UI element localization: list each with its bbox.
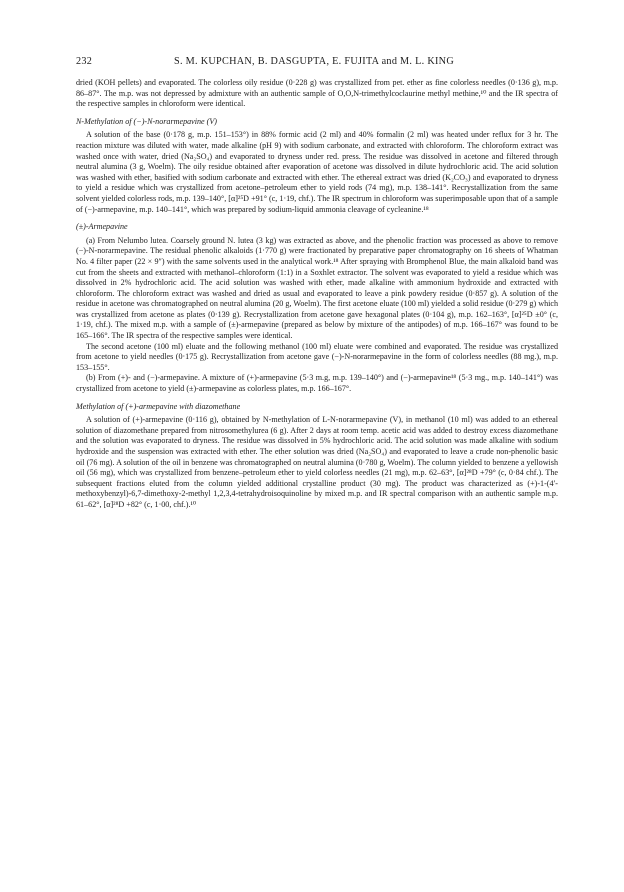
paragraph-from-antipodes: (b) From (+)- and (−)-armepavine. A mixture of (+)-armepavine (5·3 m.g, m.p. 139–140°) and (−)-armepavine¹⁸ (5·3 mg., m.p. 140–141°) was crystallized from acetone to yield (±)-armepavine as colorless plates, m.p. 166–167°. [76,373,558,394]
section-heading-n-methylation: N-Methylation of (−)-N-norarmepavine (V) [76,116,217,126]
article-body [76,78,558,511]
paragraph-n-methylation: A solution of the base (0·178 g, m.p. 151–153°) in 88% formic acid (2 ml) and 40% formalin (2 ml) was heated under reflux for 3 hr. The reaction mixture was diluted with water, made alkaline (pH 9) with sodium carbonate, and extracted with chloroform. The chloroform extract was washed once with water, dried (Na₂SO₄) and evaporated to dryness under red. press. The residue was dissolved in acetone and filtered through neutral alumina (3 g, Woelm). The oily residue obtained after evaporation of acetone was dissolved in dilute hydrochloric acid. The acid solution was washed with ether, basified with sodium carbonate and extracted with ether. The ethereal extract was dried (K₂CO₃) and evaporated to dryness to yield a residue which was crystallized from acetone–petroleum ether to yield rods (74 mg), m.p. 138–141°. Recrystallization from the same solvent yielded colorless rods, m.p. 139–140°, [α]²⁵D +91° (c, 1·19, chf.). The IR spectrum in chloroform was superimposable upon that of a sample of (−)-armepavine, m.p. 140–141°, which was prepared by sodium-liquid ammonia cleavage of cycleanine.¹⁸ [76,130,558,214]
paragraph-diazomethane: A solution of (+)-armepavine (0·116 g), obtained by N-methylation of L-N-norarmepavine (V), in methanol (10 ml) was added to an ethereal solution of diazomethane prepared from nitrosomethylurea (6 g). After 2 days at room temp. acetic acid was added to destroy excess diazomethane and the solution was evaporated to dryness. The residue was dissolved in 5% hydrochloric acid. The acid solution was made alkaline with sodium hydroxide and the suspension was extracted with ether. The ether solution was dried (Na₂SO₄) and evaporated to leave a crude non-phenolic basic oil (76 mg). A solution of the oil in benzene was chromatographed on neutral alumina (0·780 g, Woelm). The column yielded to benzene a yellowish oil (56 mg), which was crystallized from benzene–petroleum ether to yield colorless needles (21 mg), m.p. 62–63°, [α]²⁸D +79° (c, 0·84 chf.). The subsequent fractions eluted from the column yielded additional crystalline product (30 mg). The product was characterized as (+)-1-(4′-methoxybenzyl)-6,7-dimethoxy-2-methyl 1,2,3,4-tetrahydroisoquinoline by mixed m.p. and IR spectral comparison with an authentic sample m.p. 61–62°, [α]²⁸D +82° (c, 1·00, chf.).¹⁰ [76,415,558,509]
running-header [76,55,558,69]
paragraph-continued: dried (KOH pellets) and evaporated. The colorless oily residue (0·228 g) was crystallized from pet. ether as fine colorless needles (0·136 g), m.p. 86–87°. The m.p. was not depressed by admixture with an authentic sample of O,O,N-trimethylcoclaurine methyl methine,¹⁰ and the IR spectra of the respective samples in chloroform were identical. [76,78,558,109]
paragraph-from-nelumbo-lutea: (a) From Nelumbo lutea. Coarsely ground N. lutea (3 kg) was extracted as above, and the phenolic fraction was processed as above to remove (−)-N-norarmepavine. The residual phenolic alkaloids (1·770 g) were fractionated by preparative paper chromatography on 16 sheets of Whatman No. 4 filter paper (22 × 9″) with the same solvents used in the analytical work.¹⁸ After spraying with Bromphenol Blue, the main alkaloid band was cut from the sheets and extracted with methanol–chloroform (1:1) in a Soxhlet extractor. The solvent was evaporated to yield a residue which was dissolved in 2% hydrochloric acid. The acid solution was washed with ether, made alkaline with ammonium hydroxide and extracted with chloroform. The chloroform extract was washed and dried as usual and evaporated to leave a pink powdery residue (0·857 g). A solution of the residue in acetone was chromatographed on neutral alumina (20 g, Woelm). The first acetone eluate (100 ml) yielded a solid residue (0·279 g) which was crystallized from acetone as plates (0·139 g). Recrystallization from acetone gave hexagonal plates (0·104 g), m.p. 162–163°, [α]²⁵D ±0° (c, 1·19, chf.). The mixed m.p. with a sample of (±)-armepavine (prepared as below by mixture of the antipodes) of m.p. 166–167° was found to be 165–166°. The IR spectra of the respective samples were identical. [76,235,558,341]
paragraph-second-eluate: The second acetone (100 ml) eluate and the following methanol (100 ml) eluate were combined and evaporated. The residue was crystallized from acetone to yield needles (0·175 g). Recrystallization from acetone gave (−)-N-norarmepavine in the form of colorless needles (88 mg.), m.p. 153–155°. [76,341,558,372]
section-heading-armepavine: (±)-Armepavine [76,222,128,232]
section-heading-diazomethane: Methylation of (+)-armepavine with diazomethane [76,401,241,411]
running-header-authors: S. M. KUPCHAN, B. DASGUPTA, E. FUJITA and M. L. KING [174,56,454,67]
page-number: 232 [76,56,93,67]
